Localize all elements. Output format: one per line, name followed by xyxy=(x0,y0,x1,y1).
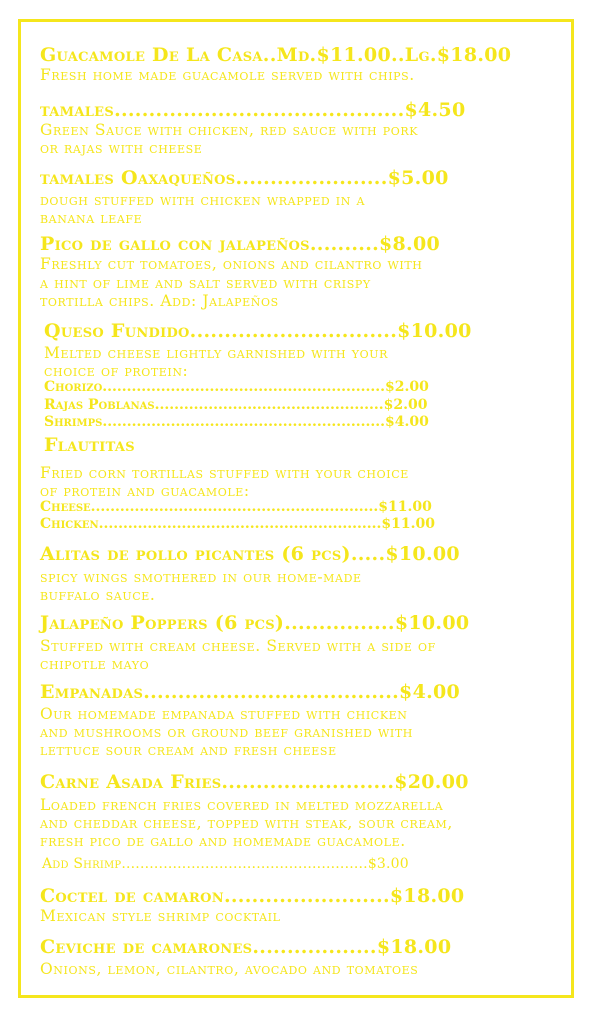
guacamole-title: Guacamole De La Casa..Md.$11.00..Lg.$18.00 xyxy=(40,44,512,66)
alitas-description-line-1: spicy wings smothered in our home-made xyxy=(40,568,362,586)
pico-de-gallo-description-line-3: tortilla chips. Add: Jalapeños xyxy=(40,292,279,310)
carne-asada-fries-title: Carne Asada Fries.........................$20.00 xyxy=(40,771,469,793)
ceviche-de-camarones-description: Onions, lemon, cilantro, avocado and tomatoes xyxy=(40,960,419,978)
tamales-oaxaquenos-description-line-2: banana leafe xyxy=(40,209,143,227)
pico-de-gallo-description-line-1: Freshly cut tomatoes, onions and cilantro with xyxy=(40,255,423,273)
empanadas-description-line-2: and mushrooms or ground beef granished with xyxy=(40,723,413,741)
pico-de-gallo-title: Pico de gallo con jalapeños..........$8.00 xyxy=(40,233,441,255)
queso-option-shrimps: Shrimps..........................................................$4.00 xyxy=(44,414,429,430)
empanadas-title: Empanadas.....................................$4.00 xyxy=(40,681,461,703)
jalapeno-poppers-description-line-1: Stuffed with cream cheese. Served with a side of xyxy=(40,637,436,655)
alitas-description-line-2: buffalo sauce. xyxy=(40,586,156,604)
tamales-title: tamales..........................................$4.50 xyxy=(40,99,466,121)
flautitas-description-line-1: Fried corn tortillas stuffed with your choice xyxy=(40,464,409,482)
queso-option-rajas-poblanas: Rajas Poblanas...............................................$2.00 xyxy=(44,397,428,413)
tamales-description-line-1: Green Sauce with chicken, red sauce with pork xyxy=(40,121,419,139)
jalapeno-poppers-title: Jalapeño Poppers (6 pcs)................$10.00 xyxy=(40,612,470,634)
flautitas-title: Flautitas xyxy=(44,434,135,456)
flautitas-option-cheese: Cheese...........................................................$11.00 xyxy=(40,499,432,515)
carne-asada-fries-description-line-1: Loaded french fries covered in melted mozzarella xyxy=(40,796,444,814)
queso-fundido-title: Queso Fundido..............................$10.00 xyxy=(44,320,472,342)
empanadas-description-line-1: Our homemade empanada stuffed with chicken xyxy=(40,705,408,723)
ceviche-de-camarones-title: Ceviche de camarones..................$18.00 xyxy=(40,936,452,958)
queso-fundido-description-line-1: Melted cheese lightly garnished with your xyxy=(44,344,388,362)
carne-asada-fries-description-line-3: fresh pico de gallo and homemade guacamole. xyxy=(40,832,406,850)
queso-option-chorizo: Chorizo..........................................................$2.00 xyxy=(44,379,429,395)
jalapeno-poppers-description-line-2: chipotle mayo xyxy=(40,655,150,673)
tamales-oaxaquenos-title: tamales Oaxaqueños......................$5.00 xyxy=(40,167,449,189)
pico-de-gallo-description-line-2: a hint of lime and salt served with crispy xyxy=(40,274,371,292)
flautitas-option-chicken: Chicken..........................................................$11.00 xyxy=(40,516,435,532)
carne-asada-addon-shrimp: Add Shrimp.....................................................$3.00 xyxy=(42,856,409,872)
tamales-oaxaquenos-description-line-1: dough stuffed with chicken wrapped in a xyxy=(40,191,366,209)
tamales-description-line-2: or rajas with cheese xyxy=(40,139,203,157)
empanadas-description-line-3: lettuce sour cream and fresh cheese xyxy=(40,741,337,759)
alitas-title: Alitas de pollo picantes (6 pcs).....$10.00 xyxy=(40,543,460,565)
carne-asada-fries-description-line-2: and cheddar cheese, topped with steak, sour cream, xyxy=(40,814,453,832)
coctel-de-camaron-title: Coctel de camaron........................$18.00 xyxy=(40,885,465,907)
coctel-de-camaron-description: Mexican style shrimp cocktail xyxy=(40,907,281,925)
flautitas-description-line-2: of protein and guacamole: xyxy=(40,482,250,500)
guacamole-description: Fresh home made guacamole served with chips. xyxy=(40,66,415,84)
queso-fundido-description-line-2: choice of protein: xyxy=(44,362,189,380)
